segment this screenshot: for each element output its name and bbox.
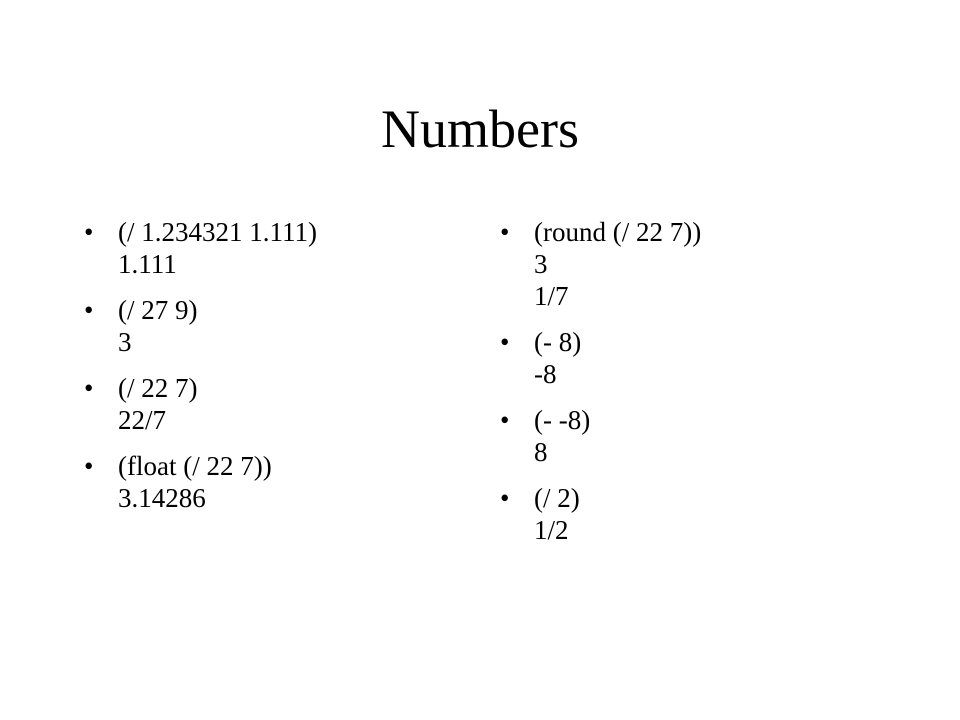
expression: (float (/ 22 7)) xyxy=(118,451,272,481)
slide-title: Numbers xyxy=(381,99,579,159)
expression: (- 8) xyxy=(534,327,582,357)
right-bullet-list xyxy=(500,216,920,560)
result: 3 xyxy=(534,249,548,279)
bullet-item xyxy=(500,404,920,468)
bullet-item xyxy=(84,216,484,280)
bullet-icon: • xyxy=(500,405,510,435)
result: -8 xyxy=(534,359,557,389)
bullet-icon: • xyxy=(500,483,510,513)
expression: (/ 2) xyxy=(534,483,580,513)
result: 1.111 xyxy=(118,249,177,279)
expression: (- -8) xyxy=(534,405,591,435)
result: 3 xyxy=(118,327,132,357)
bullet-icon: • xyxy=(500,327,510,357)
result: 8 xyxy=(534,437,548,467)
result: 3.14286 xyxy=(118,483,206,513)
result: 22/7 xyxy=(118,405,167,435)
bullet-icon: • xyxy=(84,451,94,481)
bullet-item xyxy=(84,450,484,514)
result: 1/2 xyxy=(534,515,569,545)
expression: (/ 1.234321 1.111) xyxy=(118,217,317,247)
bullet-icon: • xyxy=(84,373,94,403)
bullet-icon: • xyxy=(84,295,94,325)
bullet-icon: • xyxy=(84,217,94,247)
bullet-item xyxy=(84,372,484,436)
expression: (/ 22 7) xyxy=(118,373,198,403)
bullet-item xyxy=(500,216,920,312)
expression: (round (/ 22 7)) xyxy=(534,217,702,247)
left-bullet-list xyxy=(84,216,484,528)
expression: (/ 27 9) xyxy=(118,295,198,325)
result: 1/7 xyxy=(534,281,569,311)
bullet-item xyxy=(500,326,920,390)
bullet-item xyxy=(84,294,484,358)
bullet-item xyxy=(500,482,920,546)
bullet-icon: • xyxy=(500,217,510,247)
